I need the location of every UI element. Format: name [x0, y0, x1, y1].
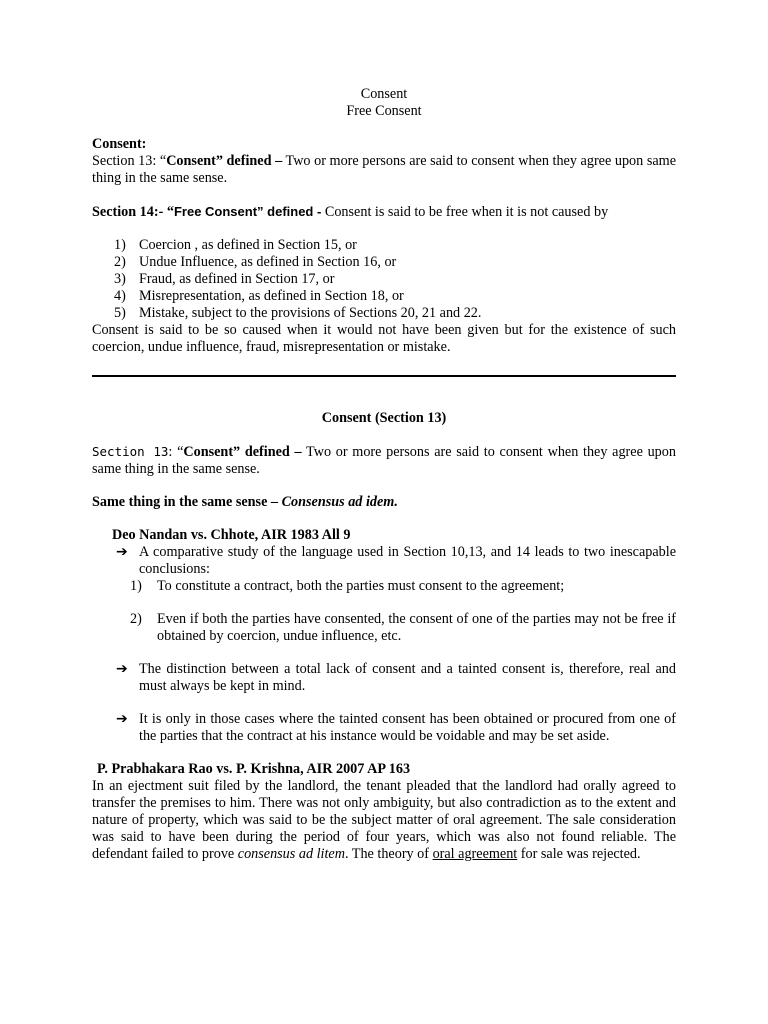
- case-summary-paragraph: In an ejectment suit filed by the landlord, the tenant pleaded that the landlord had orally agreed to transfer the premises to him. There was not only ambiguity, but also contradiction as to the extent and nature of property, which was said to be the subject matter of oral agreement. The sale consideration was said to have been during the period of four years, which was also not found reliable. The defendant failed to prove consensus ad litem. The theory of oral agreement for sale was rejected.: [92, 778, 676, 862]
- section13-definition-repeat: Section 13: “Consent” defined – Two or more persons are said to consent when they agree upon same thing in the same sense.: [92, 444, 676, 477]
- doc-title: Consent: [360, 86, 408, 102]
- free-consent-list: [92, 237, 676, 322]
- section14-definition: Section 14:- “Free Consent” defined - Consent is said to be free when it is not caused by: [92, 204, 609, 220]
- list-item: 4) Misrepresentation, as defined in Section 18, or: [114, 288, 404, 304]
- section13-definition: Section 13: “Consent” defined – Two or more persons are said to consent when they agree upon same thing in the same sense.: [92, 153, 676, 186]
- list-item: 1) Coercion , as defined in Section 15, or: [114, 237, 357, 253]
- arrow-icon: ➔: [116, 711, 128, 727]
- same-sense-line: Same thing in the same sense – Consensus ad idem.: [92, 494, 398, 510]
- case-point: ➔ It is only in those cases where the tainted consent has been obtained or procured from one of the parties that the contract at his instance would be voidable and may be set aside.: [116, 711, 676, 744]
- consent-heading: Consent:: [92, 136, 147, 152]
- case-point: ➔ A comparative study of the language used in Section 10,13, and 14 leads to two inescapable conclusions:: [116, 544, 676, 577]
- arrow-icon: ➔: [116, 661, 128, 677]
- document-page: [92, 86, 676, 863]
- consent-caused-paragraph: Consent is said to be so caused when it would not have been given but for the existence of such coercion, undue influence, fraud, misrepresentation or mistake.: [92, 322, 676, 355]
- case-title-deo-nandan: Deo Nandan vs. Chhote, AIR 1983 All 9: [112, 527, 351, 543]
- list-item: 5) Mistake, subject to the provisions of Sections 20, 21 and 22.: [114, 305, 482, 321]
- list-item: 3) Fraud, as defined in Section 17, or: [114, 271, 335, 287]
- sub-list-item: 2) Even if both the parties have consented, the consent of one of the parties may not be free if obtained by coercion, undue influence, etc.: [130, 611, 676, 644]
- sub-list-item: 1) To constitute a contract, both the parties must consent to the agreement;: [130, 578, 565, 594]
- arrow-icon: ➔: [116, 544, 128, 560]
- case-point: ➔ The distinction between a total lack of consent and a tainted consent is, therefore, real and must always be kept in mind.: [116, 661, 676, 694]
- section13-heading: Consent (Section 13): [321, 410, 447, 426]
- case-title-prabhakara-rao: P. Prabhakara Rao vs. P. Krishna, AIR 2007 AP 163: [97, 761, 411, 777]
- doc-subtitle: Free Consent: [346, 103, 422, 119]
- list-item: 2) Undue Influence, as defined in Section 16, or: [114, 254, 397, 270]
